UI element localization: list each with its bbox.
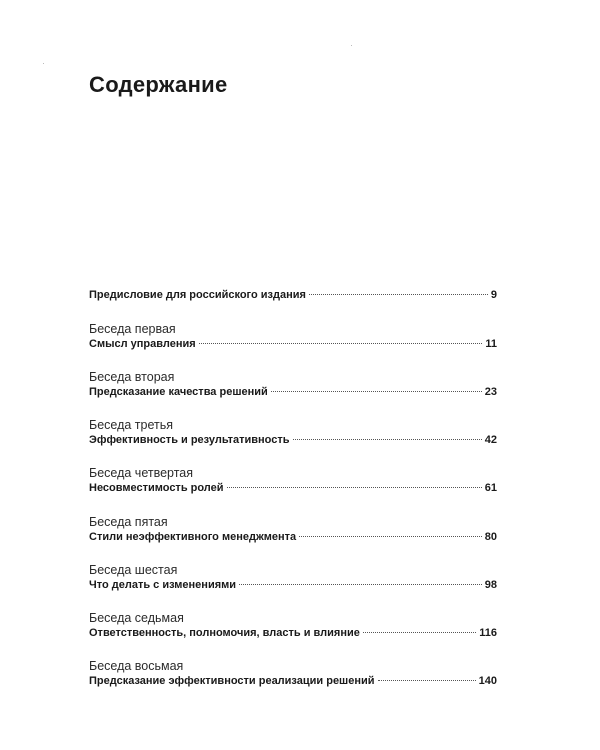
toc-entry-5: [89, 515, 497, 545]
toc-title: Стили неэффективного менеджмента: [89, 531, 297, 543]
toc-page-number: 140: [478, 675, 497, 687]
leader-dots: [271, 391, 482, 392]
leader-dots: [293, 439, 482, 440]
toc-chapter-label: Беседа первая: [89, 322, 176, 336]
toc-line: [89, 337, 497, 352]
toc-entry-8: [89, 659, 497, 689]
toc-line: [89, 578, 497, 593]
toc-line: [89, 433, 497, 448]
toc-page-number: 9: [490, 289, 497, 301]
toc-title: Эффективность и результативность: [89, 434, 290, 446]
toc-line: [89, 288, 497, 303]
toc-line: [89, 385, 497, 400]
toc-title: Предсказание эффективности реализации решений: [89, 675, 375, 687]
leader-dots: [309, 294, 488, 295]
toc-page-number: 42: [484, 434, 497, 446]
toc-line: [89, 674, 497, 689]
toc-entry-7: [89, 611, 497, 641]
toc-chapter-label: Беседа пятая: [89, 515, 168, 529]
toc-line: [89, 530, 497, 545]
toc-title: Предсказание качества решений: [89, 386, 268, 398]
toc-page-number: 80: [484, 531, 497, 543]
toc-entry-6: [89, 563, 497, 593]
leader-dots: [239, 584, 482, 585]
toc-title: Несовместимость ролей: [89, 482, 224, 494]
toc-chapter-label: Беседа четвертая: [89, 466, 194, 480]
toc-entry-3: [89, 418, 497, 448]
toc-title: Что делать с изменениями: [89, 579, 237, 591]
toc-line: [89, 481, 497, 496]
toc-chapter-label: Беседа шестая: [89, 563, 178, 577]
scan-speck: [43, 63, 44, 64]
leader-dots: [363, 632, 476, 633]
leader-dots: [299, 536, 482, 537]
toc-page-number: 11: [485, 338, 497, 350]
toc-page-number: 61: [484, 482, 497, 494]
leader-dots: [199, 343, 483, 344]
toc-entry-2: [89, 370, 497, 400]
toc-title: Предисловие для российского издания: [89, 289, 306, 301]
toc-entry-preface: [89, 288, 497, 303]
toc-chapter-label: Беседа вторая: [89, 370, 175, 384]
toc-title: Смысл управления: [89, 338, 196, 350]
toc-page-number: 116: [479, 627, 497, 639]
scan-speck: [351, 45, 352, 46]
toc-entry-1: [89, 322, 497, 352]
page-title: Содержание: [89, 72, 228, 97]
toc-chapter-label: Беседа восьмая: [89, 659, 184, 673]
toc-title: Ответственность, полномочия, власть и влияние: [89, 627, 360, 639]
leader-dots: [378, 680, 476, 681]
toc-page-number: 23: [484, 386, 497, 398]
toc-chapter-label: Беседа седьмая: [89, 611, 184, 625]
toc-line: [89, 626, 497, 641]
toc-entry-4: [89, 466, 497, 496]
toc-page-number: 98: [484, 579, 497, 591]
leader-dots: [227, 487, 482, 488]
toc-chapter-label: Беседа третья: [89, 418, 174, 432]
